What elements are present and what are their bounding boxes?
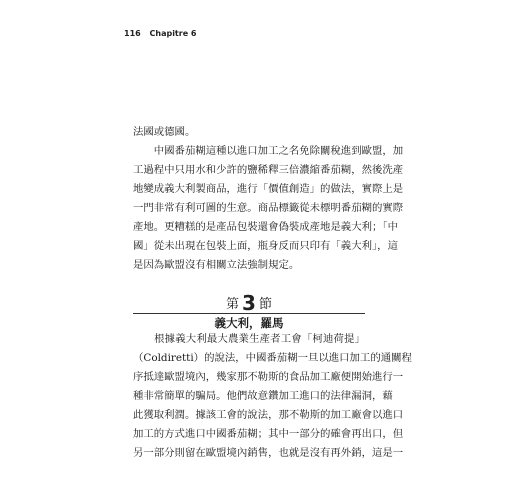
- paragraph-line: 一門非常有利可圖的生意。商品標籤從未標明番茄糊的實際: [133, 202, 404, 214]
- paragraph-line: 工過程中只用水和少許的鹽稀釋三倍濃縮番茄糊，然後洗產: [133, 164, 404, 176]
- chapter-label: Chapitre 6: [149, 29, 197, 38]
- paragraph-line: 國」從未出現在包裝上面，瓶身反而只印有「義大利」，這: [133, 240, 398, 252]
- paragraph-line: 序抵達歐盟境內，幾家那不勒斯的食品加工廠便開始進行一: [133, 371, 404, 383]
- paragraph-line: 加工的方式進口中國番茄糊；其中一部分的確會再出口，但: [133, 428, 404, 440]
- paragraph-line: 中國番茄糊這種以進口加工之名免除關稅進到歐盟，加: [133, 145, 404, 157]
- paragraph-line: 是因為歐盟沒有相關立法強制規定。: [133, 259, 300, 271]
- page-number: 116: [124, 29, 141, 38]
- body-paragraph-1: [133, 123, 404, 275]
- paragraph-line: 地變成義大利製商品，進行「價值創造」的做法，實際上是: [133, 183, 404, 195]
- paragraph-line: （Coldiretti）的說法，中國番茄糊一旦以進口加工的通關程: [133, 352, 412, 364]
- paragraph-line: 根據義大利最大農業生產者工會「柯迪荷提」: [133, 333, 365, 345]
- paragraph-line: 法國或德國。: [133, 126, 196, 138]
- section-divider: [133, 313, 365, 314]
- section-label-prefix: 第: [226, 297, 240, 312]
- section-label-suffix: 節: [258, 297, 272, 312]
- paragraph-line: 產地。更糟糕的是產品包裝還會偽裝成產地是義大利；「中: [133, 221, 398, 233]
- section-number: 3: [242, 291, 256, 315]
- paragraph-line: 種非常簡單的騙局。他們故意鑽加工進口的法律漏洞，藉: [133, 390, 393, 402]
- running-head: [124, 29, 196, 38]
- paragraph-line: 此獲取利潤。據該工會的說法，那不勒斯的加工廠會以進口: [133, 409, 404, 421]
- body-paragraph-2: [133, 330, 412, 463]
- paragraph-line: 另一部分則留在歐盟境內銷售，也就是沒有再外銷，這是一: [133, 447, 404, 459]
- section-title: 義大利，羅馬: [214, 316, 284, 330]
